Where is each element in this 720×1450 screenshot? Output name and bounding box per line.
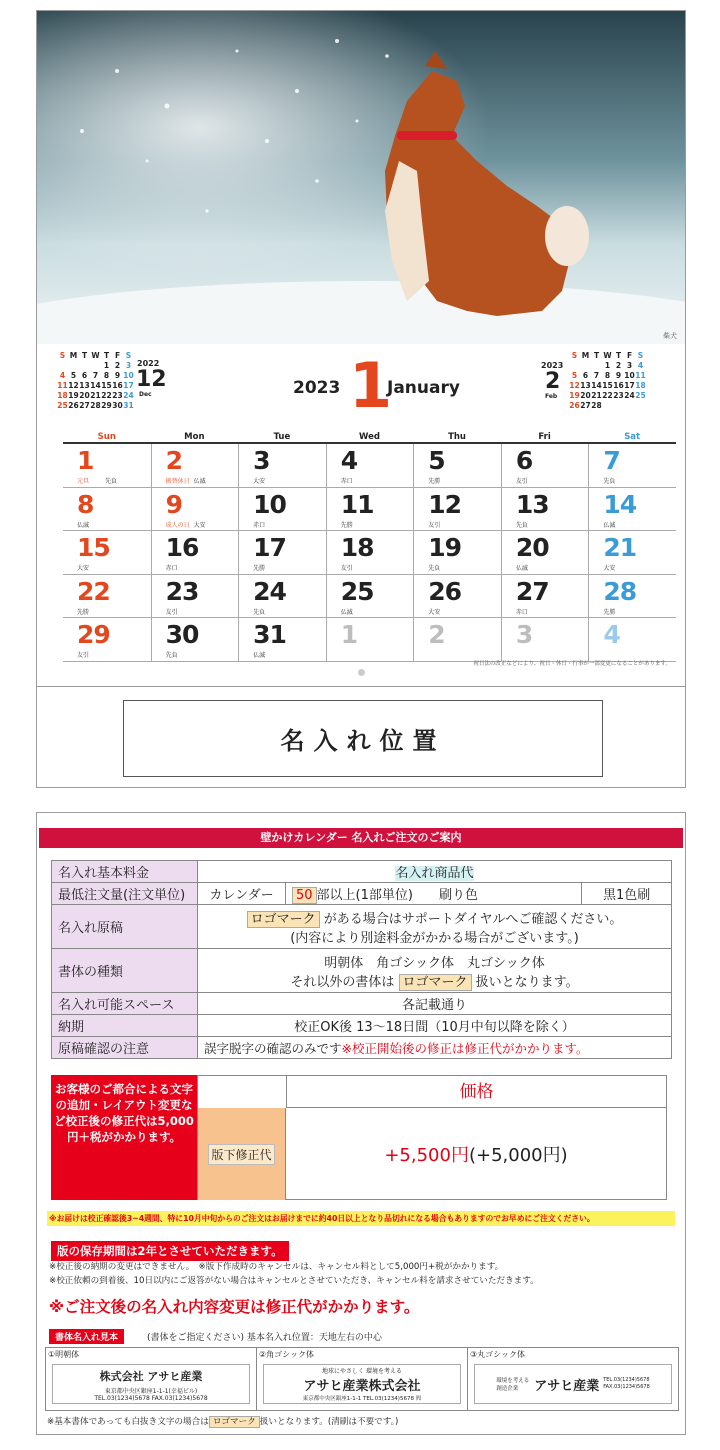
day-number: 7	[603, 446, 620, 475]
mini-day: 4	[59, 371, 66, 380]
mini-day	[57, 361, 68, 371]
sample-company: アサヒ産業	[534, 1378, 600, 1394]
day-note: 友引	[428, 521, 441, 529]
calendar-grid	[63, 431, 676, 662]
day-number: 9	[165, 489, 182, 519]
mini-feb-year: 2023	[541, 361, 564, 370]
row-delivery-label: 納期	[52, 1015, 198, 1037]
calendar-day-cell	[238, 531, 326, 574]
mini-day: 23	[112, 391, 123, 400]
day-number: 31	[253, 620, 286, 649]
mini-day: 14	[90, 381, 101, 390]
day-number: 15	[77, 533, 110, 562]
mini-day: 11	[57, 381, 68, 390]
calendar-day-cell	[501, 444, 589, 487]
day-number: 11	[340, 489, 374, 519]
calendar-week	[63, 618, 676, 662]
bottom-note-post: 扱いとなります。(清刷は不要です。)	[259, 1417, 399, 1427]
sample-maru-gothic	[468, 1347, 679, 1411]
sample-tagline: 環境を考える 創造企業	[496, 1378, 530, 1392]
mini-day: 29	[101, 401, 112, 410]
mini-day: 26	[569, 401, 580, 410]
calendar-day-cell	[63, 444, 151, 487]
mini-day: 1	[604, 361, 611, 370]
day-note: 成人の日	[165, 521, 190, 529]
day-note: 仏滅	[253, 652, 266, 659]
hanging-hole	[358, 669, 365, 676]
mini-day	[624, 401, 635, 411]
mini-day: 4	[637, 361, 644, 370]
day-number: 6	[515, 446, 533, 475]
mini-day: 26	[68, 401, 79, 410]
calendar-day-cell	[326, 618, 414, 661]
mini-day: 7	[593, 371, 600, 380]
day-number: 10	[253, 489, 286, 519]
row-min-order-unit: 部以上(1部単位)	[316, 888, 413, 903]
mini-day: 18	[57, 391, 68, 400]
mini-dow: T	[103, 351, 110, 360]
storage-period-tag: 版の保存期間は2年とさせていただきます。	[51, 1241, 289, 1261]
price-table	[197, 1075, 667, 1200]
shiba-dog-image	[37, 11, 685, 344]
order-info	[36, 812, 686, 1435]
sample-fax: FAX.03(1234)5678	[603, 1384, 650, 1390]
mini-day: 12	[68, 381, 79, 390]
calendar-day-cell	[501, 488, 589, 531]
row-font-label: 書体の種類	[52, 949, 198, 993]
sample-mincho	[45, 1347, 257, 1411]
day-number: 30	[165, 620, 199, 649]
dow-sun: Sun	[97, 432, 116, 442]
calendar-day-cell	[151, 444, 239, 487]
mini-day: 20	[79, 391, 90, 400]
calendar-week	[63, 488, 676, 532]
mini-dow: T	[593, 351, 600, 360]
mini-day: 15	[101, 381, 112, 390]
mini-dow: S	[571, 351, 578, 360]
mini-day: 20	[580, 391, 591, 400]
mini-day: 16	[613, 381, 624, 390]
day-number: 3	[253, 446, 270, 475]
day-number: 8	[77, 489, 94, 519]
mini-dow: F	[114, 351, 121, 360]
day-number: 21	[603, 533, 637, 562]
day-number: 2	[165, 446, 182, 475]
logo-mark-tag-2: ロゴマーク	[399, 974, 472, 991]
day-number: 1	[340, 620, 358, 649]
mini-feb-name: Feb	[545, 393, 558, 400]
calendar-day-cell	[238, 575, 326, 618]
mini-day	[90, 361, 101, 371]
mini-dec-year: 2022	[137, 359, 160, 368]
day-note: 友引	[77, 652, 90, 659]
mini-dow: S	[59, 351, 66, 360]
sample-company: アサヒ産業株式会社	[303, 1379, 421, 1394]
logo-mark-tag-3: ロゴマーク	[209, 1416, 260, 1428]
day-note: 大安	[428, 608, 441, 616]
row-font-post: 扱いとなります。	[475, 974, 579, 990]
day-number: 26	[428, 576, 462, 606]
day-note: 赤口	[340, 478, 353, 485]
mini-day: 8	[604, 371, 611, 380]
calendar-day-cell	[588, 488, 676, 531]
mini-day: 28	[90, 401, 101, 410]
day-note: 赤口	[253, 521, 266, 529]
day-note: 先勝	[253, 565, 266, 572]
day-note: 先負	[253, 608, 266, 616]
mini-dec-month: 12	[136, 367, 167, 392]
order-banner: 壁かけカレンダー 名入れご注文のご案内	[39, 828, 683, 848]
sample-address: 東京都中央区銀座1-1-1 TEL.03(1234)5678 ㈹	[302, 1396, 422, 1402]
mini-day: 17	[624, 381, 635, 390]
dow-sat: Sat	[624, 432, 641, 442]
mini-day: 28	[591, 401, 602, 410]
mini-day	[602, 401, 613, 411]
sample-kaku-gothic	[257, 1347, 468, 1411]
day-number: 16	[165, 533, 199, 562]
mini-day: 22	[602, 391, 613, 400]
mini-feb-month: 2	[545, 369, 561, 394]
row-font-pre: それ以外の書体は	[290, 974, 395, 990]
calendar-day-cell	[238, 618, 326, 661]
calendar-day-cell	[63, 575, 151, 618]
calendar-day-cell	[501, 531, 589, 574]
day-number: 18	[340, 533, 374, 562]
calendar-week	[63, 531, 676, 575]
day-number: 1	[77, 446, 94, 475]
calendar-day-cell	[413, 531, 501, 574]
price-value-notax: (+5,000円)	[468, 1145, 568, 1166]
day-note: 先負	[165, 652, 178, 659]
sample-company: 株式会社 アサヒ産業	[99, 1370, 203, 1383]
day-note: 友引	[165, 608, 178, 616]
mini-dow: T	[81, 351, 88, 360]
row-manuscript-label: 名入れ原稿	[52, 905, 198, 949]
mini-day: 16	[112, 381, 123, 390]
note-1: ※校正後の納期の変更はできません。 ※版下作成時のキャンセルは、キャンセル料として5,000円+税がかかります。	[49, 1262, 504, 1272]
day-number: 4	[340, 446, 358, 475]
calendar-year: 2023	[293, 378, 341, 398]
day-note: 友引	[340, 565, 353, 572]
mini-calendar-dec	[57, 351, 134, 411]
mini-dow: M	[69, 351, 78, 360]
row-check-label: 原稿確認の注意	[52, 1037, 198, 1059]
mini-day: 19	[569, 391, 580, 400]
dow-thu: Thu	[448, 432, 466, 442]
dow-wed: Wed	[359, 432, 380, 442]
mini-day: 13	[79, 381, 90, 390]
mini-day: 27	[79, 401, 90, 410]
mini-day	[68, 361, 79, 371]
mini-day: 17	[123, 381, 134, 390]
mini-day: 27	[580, 401, 591, 410]
mini-day: 9	[615, 371, 622, 380]
sample-address: 東京都中央区銀座1-1-1(幸福ビル)	[104, 1388, 198, 1395]
divider	[37, 686, 685, 687]
mini-day: 8	[103, 371, 110, 380]
mini-day: 21	[90, 391, 101, 400]
mini-day: 13	[580, 381, 591, 390]
row-manuscript-line1: がある場合はサポートダイヤルへご確認ください。	[323, 911, 623, 927]
row-base-fee-label: 名入れ基本料金	[52, 861, 198, 883]
day-note: 先勝	[77, 608, 90, 616]
mini-day: 3	[626, 361, 633, 370]
day-number: 14	[603, 489, 637, 519]
day-note: 友引	[515, 478, 528, 485]
day-number: 20	[515, 533, 549, 562]
day-note: 先負	[515, 521, 528, 529]
calendar-day-cell	[326, 444, 414, 487]
sample-title: ②角ゴシック体	[259, 1350, 315, 1359]
sample-title: ③丸ゴシック体	[470, 1350, 526, 1359]
row-ink-value: 黒1色刷	[582, 883, 672, 905]
day-number: 29	[77, 620, 110, 649]
calendar-month: 1	[349, 349, 393, 422]
mini-day	[591, 361, 602, 371]
price-item-label: 版下修正代	[208, 1144, 274, 1165]
font-sample-desc: (書体をご指定ください) 基本名入れ位置：天地左右の中心	[147, 1333, 382, 1343]
mini-day: 11	[635, 371, 646, 380]
day-note: 先勝	[603, 608, 616, 616]
price-area	[51, 1075, 663, 1200]
calendar-day-cell	[63, 618, 151, 661]
mini-day: 6	[81, 371, 88, 380]
mini-dow: S	[125, 351, 132, 360]
day-rokuyo: 先負	[105, 478, 118, 485]
mini-day	[569, 361, 580, 371]
mini-day: 24	[123, 391, 134, 400]
row-space-label: 名入れ可能スペース	[52, 993, 198, 1015]
calendar-day-cell	[588, 531, 676, 574]
calendar-week	[63, 575, 676, 619]
day-number: 27	[515, 576, 549, 606]
row-base-fee-value: 名入れ商品代	[395, 866, 474, 881]
calendar-day-cell	[326, 575, 414, 618]
calendar-sample	[36, 10, 686, 788]
mini-day: 24	[624, 391, 635, 400]
name-position-box: 名入れ位置	[123, 700, 603, 777]
day-number: 19	[428, 533, 462, 562]
calendar-day-cell	[413, 488, 501, 531]
mini-day: 23	[613, 391, 624, 400]
mini-day: 30	[112, 401, 123, 410]
row-min-order-qty: 50	[292, 887, 317, 904]
calendar-month-name: January	[387, 378, 460, 398]
calendar-day-cell	[501, 618, 589, 661]
day-note: 大安	[253, 478, 266, 485]
font-sample-tag: 書体名入れ見本	[49, 1329, 124, 1344]
sample-tel: TEL.03(1234)5678 FAX.03(1234)5678	[94, 1395, 208, 1402]
change-warning: ※ご注文後の名入れ内容変更は修正代がかかります。	[49, 1298, 420, 1316]
day-number: 5	[428, 446, 445, 475]
mini-calendar-feb	[569, 351, 646, 411]
day-number: 25	[340, 576, 374, 606]
day-note: 先勝	[428, 478, 441, 485]
calendar-day-cell	[588, 618, 676, 661]
calendar-week	[63, 444, 676, 488]
sample-tel: TEL.03(1234)5678	[603, 1377, 650, 1383]
mini-day: 25	[635, 391, 646, 400]
day-of-week-header	[63, 431, 676, 444]
mini-day: 15	[602, 381, 613, 390]
calendar-day-cell	[326, 488, 414, 531]
calendar-day-cell	[63, 488, 151, 531]
day-rokuyo: 大安	[193, 521, 206, 529]
day-number: 23	[165, 576, 199, 606]
day-note: 先負	[428, 565, 441, 572]
day-note: 赤口	[515, 608, 528, 616]
day-number: 22	[77, 576, 110, 606]
change-fee-notice: お客様のご都合による文字の追加・レイアウト変更など校正後の修正代は5,000円＋税がかかります。	[51, 1075, 197, 1200]
calendar-day-cell	[413, 575, 501, 618]
mini-day: 6	[582, 371, 589, 380]
mini-day	[580, 361, 591, 371]
dog-photo	[37, 11, 685, 344]
mini-dow: S	[637, 351, 644, 360]
day-note: 先負	[603, 478, 616, 485]
day-number: 3	[515, 620, 533, 649]
day-note: 仏滅	[603, 521, 616, 529]
row-min-order-cal: カレンダー	[198, 883, 286, 905]
row-min-order-label: 最低注文量(注文単位)	[52, 883, 198, 905]
row-font-line1: 明朝体 角ゴシック体 丸ゴシック体	[324, 955, 545, 971]
font-samples	[45, 1347, 679, 1411]
day-number: 4	[603, 620, 620, 649]
calendar-day-cell	[238, 444, 326, 487]
mini-day: 2	[114, 361, 121, 370]
day-number: 24	[253, 576, 286, 606]
calendar-day-cell	[413, 444, 501, 487]
calendar-day-cell	[326, 531, 414, 574]
mini-day	[79, 361, 90, 371]
mini-day: 22	[101, 391, 112, 400]
mini-dow: W	[91, 351, 100, 360]
row-check-value: 誤字脱字の確認のみです	[204, 1040, 342, 1056]
dow-tue: Tue	[273, 432, 291, 442]
row-manuscript-line2: (内容により別途料金がかかる場合がございます。)	[290, 930, 579, 946]
mini-day	[613, 401, 624, 411]
day-rokuyo: 仏滅	[193, 478, 206, 485]
day-note: 大安	[77, 565, 90, 572]
mini-day: 31	[123, 401, 134, 410]
spec-table	[51, 860, 672, 1059]
mini-day: 10	[624, 371, 635, 380]
mini-day: 21	[591, 391, 602, 400]
mini-day: 10	[123, 371, 134, 380]
day-note: 元旦	[77, 478, 90, 485]
calendar-day-cell	[151, 618, 239, 661]
calendar-day-cell	[588, 444, 676, 487]
calendar-day-cell	[588, 575, 676, 618]
calendar-day-cell	[151, 531, 239, 574]
day-note: 大安	[603, 565, 616, 572]
note-2: ※校正依頼の到着後、10日以内にご返答がない場合はキャンセルとさせていただき、キャンセル料を請求させていただきます。	[49, 1276, 539, 1286]
mini-day: 7	[92, 371, 99, 380]
mini-day: 9	[114, 371, 121, 380]
white-text-note	[47, 1415, 398, 1427]
day-number: 2	[428, 620, 445, 649]
price-header: 価格	[286, 1076, 666, 1108]
mini-dec-name: Dec	[139, 391, 152, 398]
day-number: 12	[428, 489, 462, 519]
calendar-day-cell	[151, 488, 239, 531]
day-number: 13	[515, 489, 549, 519]
dow-fri: Fri	[538, 432, 551, 442]
day-note: 赤口	[165, 565, 178, 572]
price-value-tax: +5,500円	[384, 1145, 469, 1166]
mini-dow: M	[581, 351, 590, 360]
mini-day: 1	[103, 361, 110, 370]
day-note: 先勝	[340, 521, 353, 529]
bottom-note-pre: ※基本書体であっても白抜き文字の場合は	[47, 1417, 209, 1427]
dow-mon: Mon	[184, 432, 205, 442]
holiday-footnote: 祝日法の改正などにより、祝日・休日・行事が一部変更になることがあります。	[473, 661, 671, 667]
logo-mark-tag: ロゴマーク	[247, 911, 320, 928]
day-note: 仏滅	[77, 521, 90, 529]
mini-day: 14	[591, 381, 602, 390]
day-number: 28	[603, 576, 637, 606]
mini-day: 2	[615, 361, 622, 370]
mini-dow: W	[603, 351, 612, 360]
mini-dow: F	[626, 351, 633, 360]
day-note: 振替休日	[165, 478, 190, 485]
row-check-warning: ※校正開始後の修正は修正代がかかります。	[341, 1040, 589, 1056]
mini-day: 5	[70, 371, 77, 380]
mini-dow: T	[615, 351, 622, 360]
calendar-day-cell	[63, 531, 151, 574]
mini-day: 19	[68, 391, 79, 400]
delivery-warning: ※お届けは校正確認後3~4週間、特に10月中旬からのご注文はお届けまでに約40日以上となり品切れになる場合もありますのでお早めにご注文ください。	[47, 1211, 675, 1226]
mini-day: 25	[57, 401, 68, 410]
day-note: 仏滅	[515, 565, 528, 572]
calendar-day-cell	[413, 618, 501, 661]
row-delivery-value: 校正OK後 13～18日間（10月中旬以降を除く）	[198, 1015, 672, 1037]
day-number: 17	[253, 533, 286, 562]
sample-title: ①明朝体	[48, 1350, 80, 1359]
day-note: 仏滅	[340, 608, 353, 616]
row-space-value: 各記載通り	[198, 993, 672, 1015]
sample-tagline: 地球にやさしく 環境を考える	[322, 1368, 402, 1375]
calendar-day-cell	[501, 575, 589, 618]
row-ink-label: 刷り色	[438, 888, 478, 903]
calendar-day-cell	[151, 575, 239, 618]
mini-day: 3	[125, 361, 132, 370]
mini-day	[635, 401, 646, 411]
mini-day: 5	[571, 371, 578, 380]
photo-caption: 柴犬	[663, 332, 677, 340]
mini-day: 12	[569, 381, 580, 390]
calendar-day-cell	[238, 488, 326, 531]
mini-day: 18	[635, 381, 646, 390]
